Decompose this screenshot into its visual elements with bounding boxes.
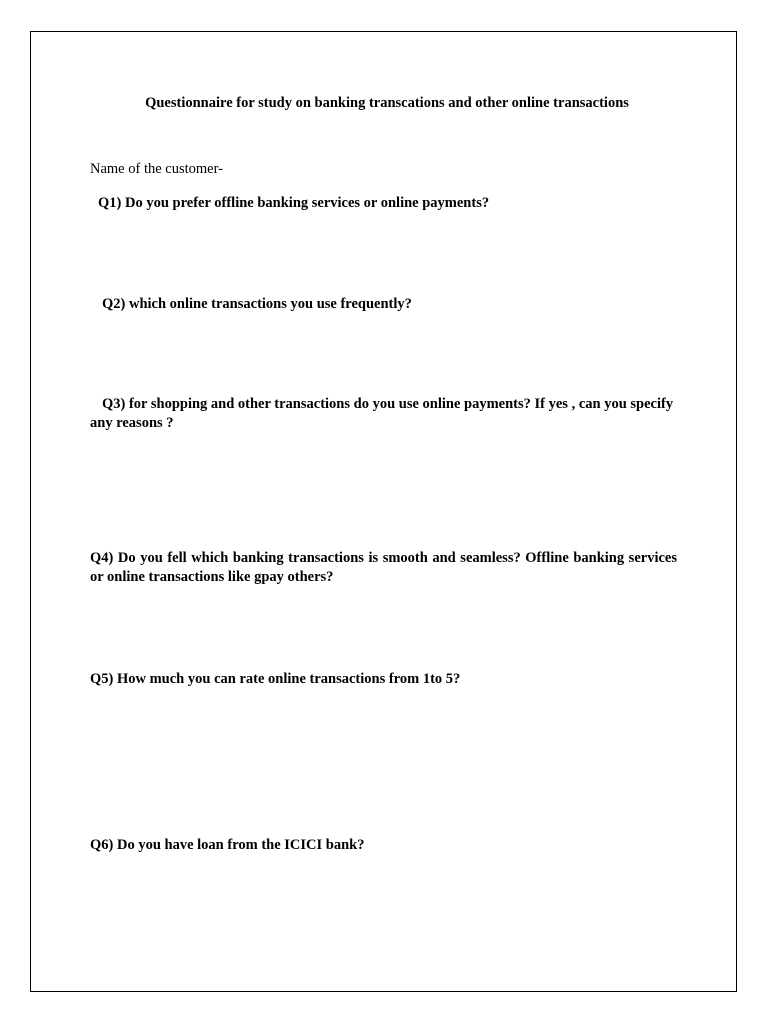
document-title: Questionnaire for study on banking transcations and other online transactions <box>145 95 629 111</box>
question-1: Q1) Do you prefer offline banking services or online payments? <box>98 195 490 211</box>
question-2: Q2) which online transactions you use frequently? <box>102 296 412 312</box>
question-6: Q6) Do you have loan from the ICICI bank? <box>90 837 365 853</box>
customer-name-label: Name of the customer- <box>90 161 223 177</box>
question-4: Q4) Do you fell which banking transactions is smooth and seamless? Offline banking services or online transactions like gpay others? <box>90 550 677 585</box>
question-5: Q5) How much you can rate online transactions from 1to 5? <box>90 671 461 687</box>
question-3: Q3) for shopping and other transactions do you use online payments? If yes , can you specify any reasons ? <box>90 396 674 431</box>
